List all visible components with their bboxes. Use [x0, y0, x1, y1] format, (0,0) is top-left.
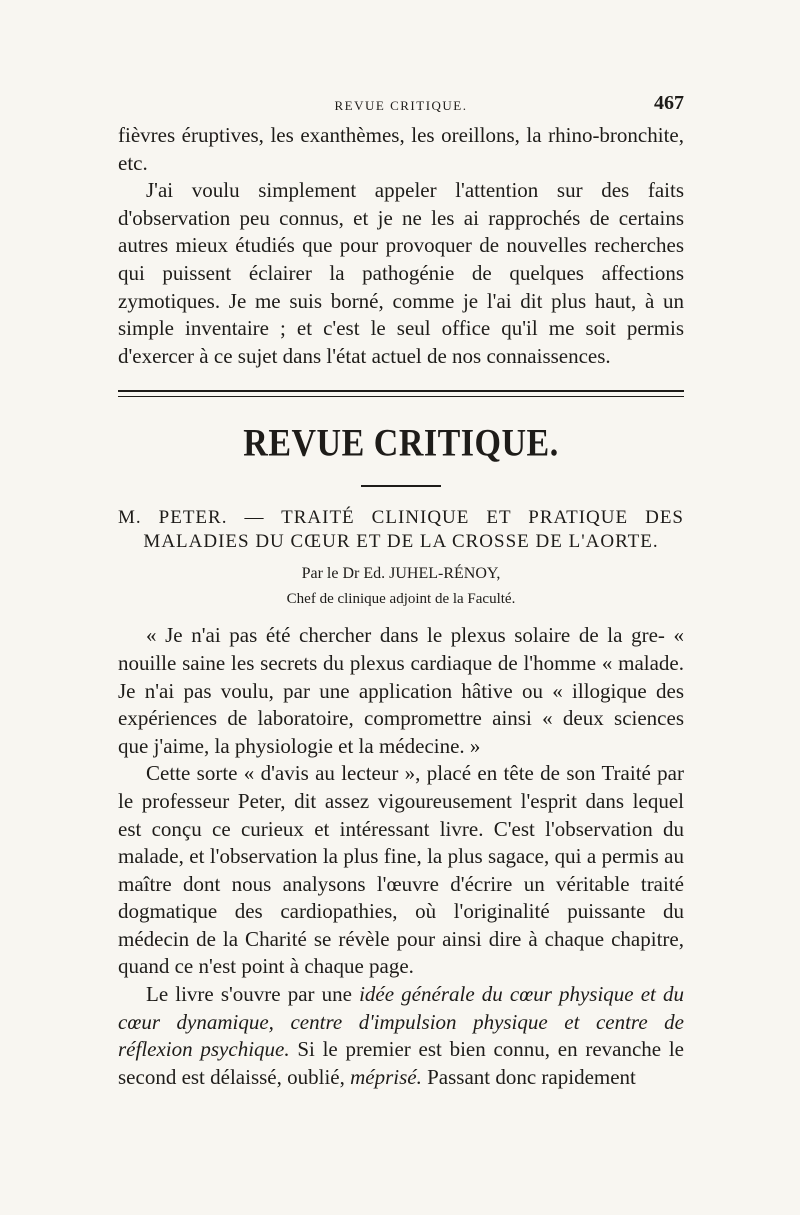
article-paragraph-2: [118, 981, 684, 1091]
article-byline-role: Chef de clinique adjoint de la Faculté.: [286, 591, 516, 608]
page: [118, 92, 684, 1091]
p2-end: Passant donc rapidement: [427, 1064, 636, 1089]
p2-italic-1: idée générale du cœur physique et du cœur dynamique, centre d'impulsion physique et centre de réflexion psychique.: [118, 982, 684, 1062]
article-paragraph-1: Cette sorte « d'avis au lecteur », placé en tête de son Traité par le professeur Peter, dit assez vigoureusement l'esprit dans lequel est conçu ce curieux et intéressant livre. C'est l'observation du malade, et l'observation la plus fine, la plus sagace, qui a permis au maître dont nous analysons l'œuvre d'écrire un véritable traité dogmatique des cardiopathies, où l'originalité puissante du médecin de la Charité se révèle pour ainsi dire à chaque chapitre, quand ce n'est point à chaque page.: [118, 761, 684, 979]
section-title: REVUE CRITIQUE.: [243, 422, 559, 466]
article-byline: Par le Dr Ed. JUHEL-RÉNOY,: [301, 565, 501, 583]
article-title-line-2: MALADIES DU CŒUR ET DE LA CROSSE DE L'AORTE.: [143, 531, 659, 553]
p2-start: Le livre s'ouvre par une: [146, 982, 352, 1007]
running-title: REVUE CRITIQUE.: [334, 98, 468, 113]
article-title-line-1: M. PETER. — TRAITÉ CLINIQUE ET PRATIQUE DES: [118, 507, 684, 529]
intro-paragraph-1: fièvres éruptives, les exanthèmes, les oreillons, la rhino-bronchite, etc.: [118, 123, 684, 175]
intro-paragraph-2: J'ai voulu simplement appeler l'attention sur des faits d'observation peu connus, et je ne les ai rapprochés de certains autres mieux étudiés que pour provoquer de nouvelles recherches qui puissent éclairer la pathogénie de quelques affections zymotiques. Je me suis borné, comme je l'ai dit plus haut, à un simple inventaire ; et c'est le seul office qu'il me soit permis d'exercer à ce sujet dans l'état actuel de nos connaissences.: [118, 178, 684, 368]
page-number: 467: [654, 92, 684, 114]
running-head: [118, 92, 684, 122]
section-divider: [118, 390, 684, 397]
p2-italic-2: méprisé.: [350, 1064, 422, 1089]
epigraph-quote: « Je n'ai pas été chercher dans le plexus solaire de la gre- « nouille saine les secrets du plexus cardiaque de l'homme « malade. Je n'ai pas voulu, par une application hâtive ou « illogique des expériences de laboratoire, compromettre ainsi « deux sciences que j'aime, la physiologie et la médecine. »: [118, 623, 684, 758]
short-divider: [361, 485, 441, 487]
p2-middle: Si le premier est bien connu, en revanche le second est délaissé, oublié,: [118, 1037, 685, 1089]
